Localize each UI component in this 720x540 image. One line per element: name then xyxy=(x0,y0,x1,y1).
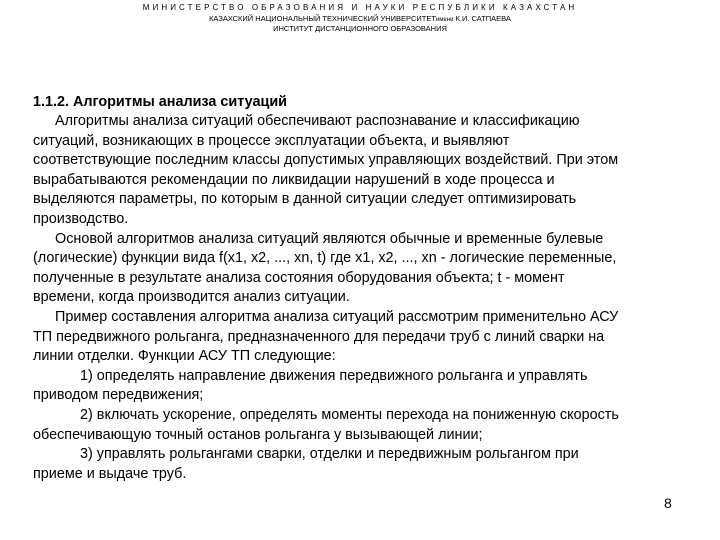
paragraph-line: ситуаций, возникающих в процессе эксплуатации объекта, и выявляют xyxy=(33,132,510,149)
ministry-heading: МИНИСТЕРСТВО ОБРАЗОВАНИЯ И НАУКИ РЕСПУБЛИКИ КАЗАХСТАН xyxy=(142,3,578,12)
paragraph-line: соответствующие последним классы допустимых управляющих воздействий. При этом xyxy=(33,152,619,169)
paragraph-line: вырабатываются рекомендации по ликвидации нарушений в ходе процесса и xyxy=(33,171,555,188)
paragraph-line: (логические) функции вида f(x1, x2, ..., xn, t) где x1, x2, ..., xn - логические переменные, xyxy=(33,250,617,267)
paragraph-line: времени, когда производится анализ ситуации. xyxy=(33,289,350,306)
paragraph-line: выделяются параметры, по которым в данной ситуации следует оптимизировать xyxy=(33,191,577,208)
university-heading xyxy=(0,14,720,23)
list-item-line: 1) определять направление движения передвижного рольганга и управлять xyxy=(80,367,588,384)
page-number: 8 xyxy=(664,495,672,511)
list-item-line: приеме и выдаче труб. xyxy=(33,465,187,482)
paragraph-line: полученные в результате анализа состояния оборудования объекта; t - момент xyxy=(33,269,565,286)
list-item-line: приводом передвижения; xyxy=(33,387,204,404)
paragraph-line: Основой алгоритмов анализа ситуаций являются обычные и временные булевые xyxy=(55,230,604,247)
list-item-line: 2) включать ускорение, определять моменты перехода на пониженную скорость xyxy=(80,406,619,423)
university-name-text: К.И. САТПАЕВА xyxy=(453,14,511,23)
institute-heading: ИНСТИТУТ ДИСТАНЦИОННОГО ОБРАЗОВАНИЯ xyxy=(273,24,447,33)
paragraph-line: Алгоритмы анализа ситуаций обеспечивают распознавание и классификацию xyxy=(55,113,580,129)
document-body xyxy=(33,92,693,484)
list-item-line: 3) управлять рольгангами сварки, отделки и передвижным рольгангом при xyxy=(80,446,579,463)
paragraph-line: ТП передвижного рольганга, предназначенного для передачи труб с линий сварки на xyxy=(33,328,605,345)
paragraph-line: Пример составления алгоритма анализа ситуаций рассмотрим применительно АСУ xyxy=(55,308,619,325)
paragraph-line: производство. xyxy=(33,210,129,227)
university-small-text: имени xyxy=(435,17,454,23)
university-main-text: КАЗАХСКИЙ НАЦИОНАЛЬНЫЙ ТЕХНИЧЕСКИЙ УНИВЕРСИТЕТ xyxy=(209,14,436,23)
paragraph-line: линии отделки. Функции АСУ ТП следующие: xyxy=(33,348,336,365)
section-title: 1.1.2. Алгоритмы анализа ситуаций xyxy=(33,94,288,110)
list-item-line: обеспечивающую точный останов рольганга у вызывающей линии; xyxy=(33,426,483,443)
